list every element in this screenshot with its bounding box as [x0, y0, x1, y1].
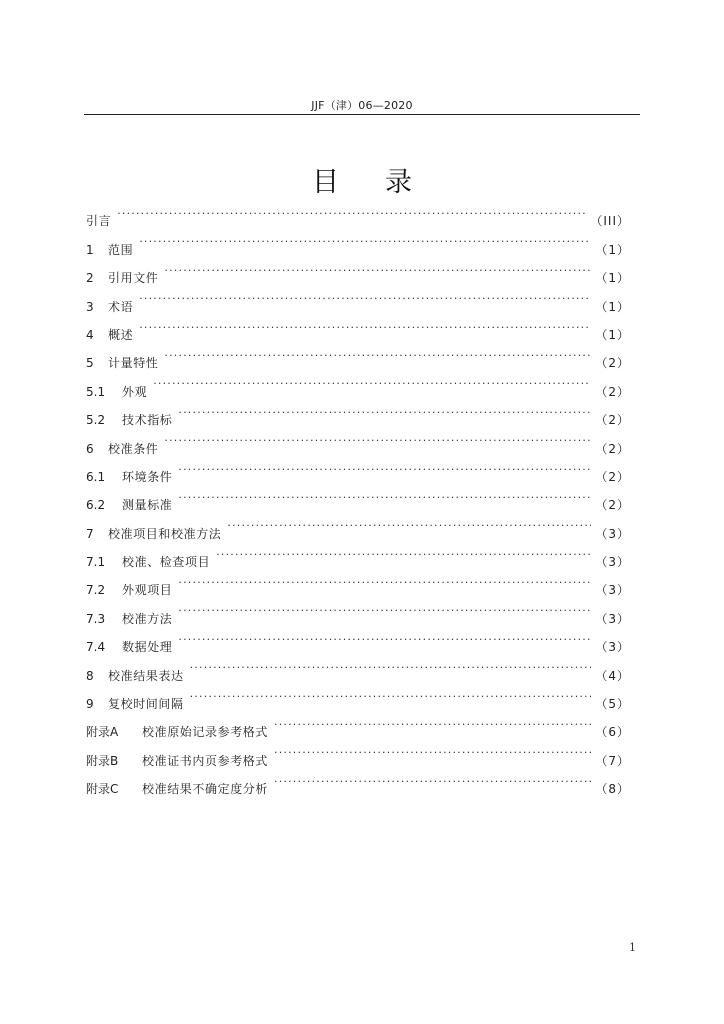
toc-entry-5[interactable] — [86, 339, 630, 371]
toc-entry-page: （3） — [595, 640, 630, 655]
toc-dot-leader — [153, 367, 591, 395]
header-rule — [84, 114, 640, 115]
toc-entry-number: 7.2 — [86, 583, 106, 598]
toc-entry-number: 9 — [86, 697, 94, 712]
toc-dot-leader — [274, 736, 591, 764]
toc-entry-page: （2） — [595, 413, 630, 428]
toc-entry-page: （5） — [595, 697, 630, 712]
toc-entry-number: 6.2 — [86, 498, 106, 513]
toc-entry-label: 计量特性 — [108, 356, 159, 371]
standard-code: JJF（津）06—2020 — [311, 99, 413, 112]
table-of-contents — [86, 197, 630, 797]
toc-dot-leader — [178, 453, 591, 481]
toc-entry-label: 数据处理 — [122, 640, 173, 655]
toc-dot-leader — [164, 339, 591, 367]
toc-entry-label: 外观项目 — [122, 583, 173, 598]
toc-entry-page: （1） — [595, 299, 630, 314]
toc-entry-page: （III） — [590, 214, 630, 229]
toc-entry-page: （4） — [595, 668, 630, 683]
toc-entry-3[interactable] — [86, 282, 630, 314]
toc-entry-label: 校准条件 — [108, 441, 159, 456]
toc-entry-number: 附录C — [86, 782, 119, 797]
toc-entry-6[interactable] — [86, 424, 630, 456]
toc-dot-leader — [178, 481, 591, 509]
toc-dot-leader — [274, 708, 591, 736]
toc-entry-label: 技术指标 — [122, 413, 173, 428]
toc-entry-1[interactable] — [86, 225, 630, 257]
toc-entry-label: 校准证书内页参考格式 — [142, 753, 269, 768]
toc-entry-number: 7 — [86, 526, 94, 541]
toc-entry-page: （3） — [595, 583, 630, 598]
toc-entry-label: 概述 — [108, 327, 134, 342]
toc-entry-page: （1） — [595, 327, 630, 342]
toc-entry-number: 7.3 — [86, 611, 106, 626]
toc-entry-page: （3） — [595, 611, 630, 626]
toc-entry-number: 7.1 — [86, 555, 106, 570]
toc-entry-page: （2） — [595, 384, 630, 399]
toc-entry-number: 5 — [86, 356, 94, 371]
toc-entry-5-1[interactable] — [86, 367, 630, 399]
toc-dot-leader — [178, 566, 591, 594]
toc-dot-leader — [190, 651, 592, 679]
toc-entry-label: 术语 — [108, 299, 134, 314]
toc-entry-page: （7） — [595, 753, 630, 768]
toc-entry-number: 附录B — [86, 753, 119, 768]
toc-dot-leader — [190, 680, 592, 708]
toc-entry-2[interactable] — [86, 254, 630, 286]
toc-dot-leader — [164, 424, 591, 452]
toc-entry-label: 校准、检查项目 — [122, 555, 211, 570]
toc-entry-intro[interactable] — [86, 197, 630, 229]
toc-entry-label: 引用文件 — [108, 271, 159, 286]
toc-entry-label: 环境条件 — [122, 469, 173, 484]
toc-dot-leader — [139, 282, 591, 310]
toc-entry-5-2[interactable] — [86, 396, 630, 428]
toc-entry-number: 3 — [86, 299, 94, 314]
page-title-part2: 录 — [385, 167, 412, 198]
toc-entry-number: 6 — [86, 441, 94, 456]
toc-entry-page: （1） — [595, 242, 630, 257]
toc-entry-label: 校准结果表达 — [108, 668, 184, 683]
toc-entry-number: 6.1 — [86, 469, 106, 484]
toc-entry-page: （3） — [595, 555, 630, 570]
toc-dot-leader — [178, 623, 591, 651]
toc-entry-page: （3） — [595, 526, 630, 541]
toc-entry-4[interactable] — [86, 311, 630, 342]
toc-dot-leader — [164, 254, 591, 282]
toc-entry-label: 测量标准 — [122, 498, 173, 513]
toc-entry-number: 4 — [86, 327, 94, 342]
toc-dot-leader — [117, 197, 586, 225]
toc-entry-number: 5.2 — [86, 413, 106, 428]
toc-dot-leader — [139, 225, 591, 253]
toc-entry-label: 引言 — [86, 214, 112, 229]
toc-entry-label: 复校时间间隔 — [108, 697, 184, 712]
toc-entry-number: 7.4 — [86, 640, 106, 655]
toc-entry-label: 外观 — [122, 384, 148, 399]
toc-dot-leader — [274, 765, 591, 793]
toc-entry-number: 5.1 — [86, 384, 106, 399]
toc-dot-leader — [216, 538, 591, 566]
page-number: 1 — [629, 941, 636, 954]
toc-dot-leader — [178, 396, 591, 424]
toc-entry-page: （8） — [595, 782, 630, 797]
toc-dot-leader — [227, 509, 591, 537]
toc-entry-label: 校准项目和校准方法 — [108, 526, 222, 541]
toc-entry-6-1[interactable] — [86, 453, 630, 484]
page-title-part1: 目 — [312, 167, 339, 198]
toc-entry-page: （6） — [595, 725, 630, 740]
toc-entry-page: （1） — [595, 271, 630, 286]
toc-entry-number: 附录A — [86, 725, 119, 740]
toc-entry-page: （2） — [595, 356, 630, 371]
page-title — [0, 160, 724, 199]
toc-entry-page: （2） — [595, 469, 630, 484]
toc-entry-label: 校准方法 — [122, 611, 173, 626]
toc-entry-page: （2） — [595, 441, 630, 456]
toc-entry-label: 校准结果不确定度分析 — [142, 782, 269, 797]
toc-entry-number: 8 — [86, 668, 94, 683]
toc-entry-label: 范围 — [108, 242, 134, 257]
toc-entry-number: 1 — [86, 242, 94, 257]
toc-entry-page: （2） — [595, 498, 630, 513]
toc-entry-number: 2 — [86, 271, 94, 286]
toc-dot-leader — [139, 311, 591, 339]
toc-entry-label: 校准原始记录参考格式 — [142, 725, 269, 740]
toc-dot-leader — [178, 594, 591, 622]
